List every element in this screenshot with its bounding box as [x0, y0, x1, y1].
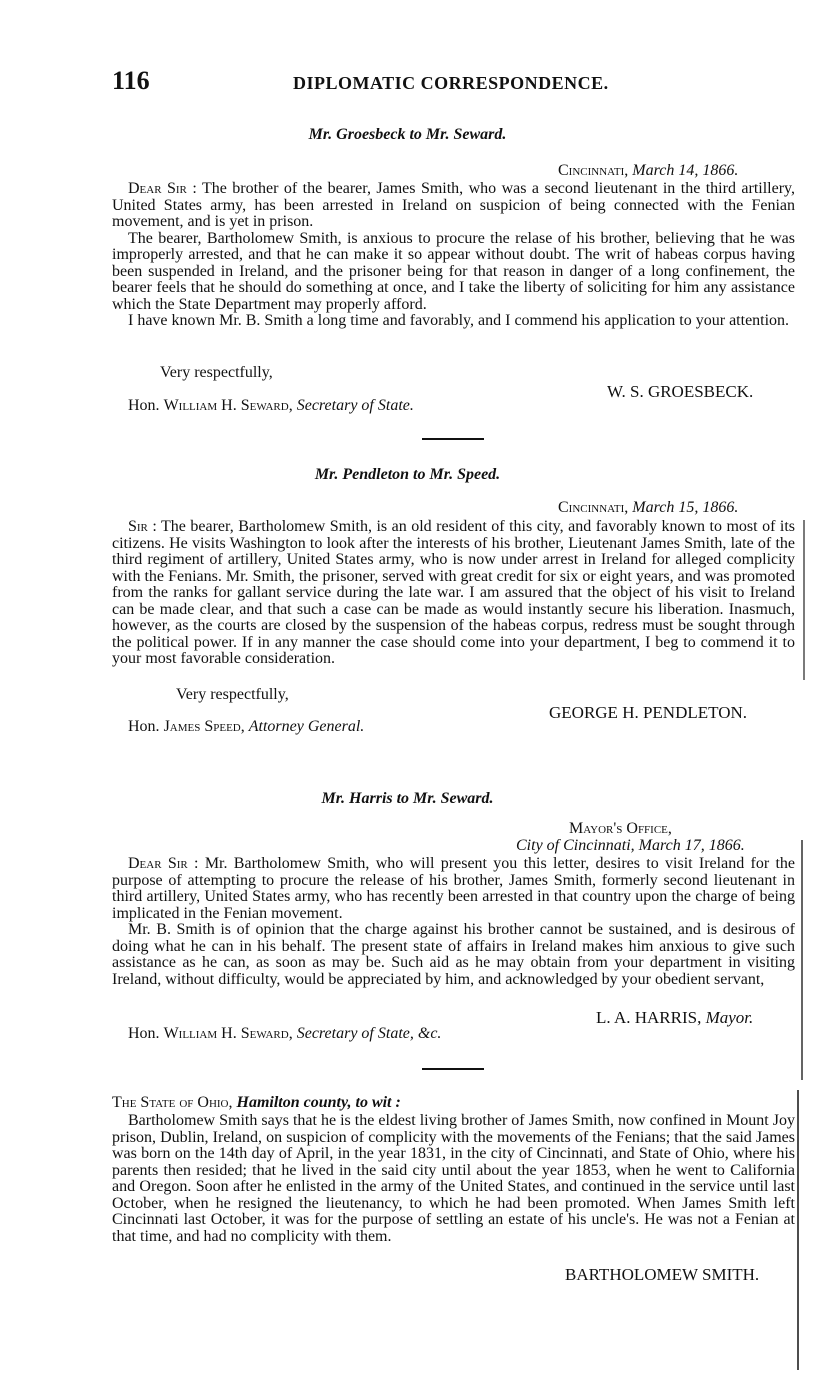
letter-body-groesbeck: [112, 181, 795, 330]
section-rule: [422, 438, 484, 440]
paragraph: Mr. B. Smith is of opinion that the charge against his brother cannot be sustained, and is desirous of doing what he can in his behalf. The present state of affairs in Ireland makes him anxious to give such assistance as he can, as soon as may be. Such aid as he may obtain from your department in visiting Ireland, without difficulty, would be appreciated by him, and acknowledged by your obedient servant,: [112, 921, 795, 988]
addressee-prefix: Hon.: [128, 397, 160, 414]
dateline-pendleton: [558, 499, 738, 517]
dateline-date: March 17, 1866.: [638, 837, 745, 854]
closing: Very respectfully,: [176, 686, 289, 703]
letter-body-pendleton: [112, 519, 795, 668]
salutation: Dear Sir :: [128, 180, 197, 197]
running-head: DIPLOMATIC CORRESPONDENCE.: [293, 73, 609, 93]
paragraph: Mr. Bartholomew Smith, who will present you this letter, desires to visit Ireland for the purpose of attempting to procure the release of his brother, James Smith, formerly second lieutenant in third artillery, United States army, who has recently been arrested in that country upon the charge of being implicated in the Fenian movement.: [112, 855, 796, 922]
dateline-place: Cincinnati,: [558, 499, 629, 516]
page-edge-line: [801, 840, 803, 1080]
affidavit-body: [112, 1113, 795, 1245]
addressee-speed: [128, 718, 364, 736]
paragraph: I have known Mr. B. Smith a long time and favorably, and I commend his application to your attention.: [128, 312, 790, 329]
signature-pendleton: GEORGE H. PENDLETON.: [549, 703, 748, 722]
dateline-place: Cincinnati,: [558, 162, 629, 179]
caption-county: Hamilton county, to wit :: [236, 1094, 401, 1111]
paragraph: Bartholomew Smith says that he is the eldest living brother of James Smith, now confined in Mount Joy prison, Dublin, Ireland, on suspicion of complicity with the movements of the Fenians; that the said James was born on the 14th day of April, in the year 1831, in the city of Cincinnati, and State of Ohio, where his parents then resided; that he lived in the said city until about the year 1853, when he went to California and Oregon. Soon after he enlisted in the army of the United States, and continued in the service until last October, when he resigned the lieutenancy, to which he had been promoted. When James Smith left Cincinnati last October, it was for the purpose of settling an estate of his uncle's. He was not a Fenian at that time, and had no complicity with them.: [112, 1112, 795, 1245]
dateline-groesbeck: [558, 162, 738, 180]
signature-harris: [596, 1008, 753, 1028]
office-line: Mayor's Office,: [569, 820, 672, 837]
salutation: Dear Sir :: [128, 855, 199, 872]
affidavit-caption: [112, 1094, 401, 1112]
closing: Very respectfully,: [160, 364, 273, 381]
letter-body-harris: [112, 856, 795, 988]
salutation: Sir :: [128, 518, 157, 535]
page-edge-line: [797, 1090, 799, 1370]
addressee-prefix: Hon.: [128, 718, 160, 735]
page-number: 116: [112, 66, 150, 95]
affidavit-signature: BARTHOLOMEW SMITH.: [565, 1265, 760, 1284]
dateline-date: March 14, 1866.: [632, 162, 739, 179]
letter-heading-pendleton: Mr. Pendleton to Mr. Speed.: [314, 466, 501, 483]
addressee-seward: [128, 397, 414, 415]
addressee-title: Attorney General.: [248, 718, 365, 735]
signature-groesbeck: W. S. GROESBECK.: [607, 382, 754, 401]
addressee-prefix: Hon.: [128, 1025, 160, 1042]
dateline-date: March 15, 1866.: [632, 499, 739, 516]
addressee-title: Secretary of State, &c.: [296, 1025, 442, 1042]
paragraph: The bearer, Bartholomew Smith, is anxious to procure the relase of his brother, believing that he was improperly arrested, and that he can make it so appear without doubt. The writ of habeas corpus having been suspended in Ireland, and the prisoner being for that reason in danger of a long confinement, the bearer feels that he should do something at once, and I take the liberty of soliciting for him any assistance which the State Department may properly afford.: [112, 229, 795, 313]
dateline-harris: [516, 837, 745, 855]
paragraph: The brother of the bearer, James Smith, who was a second lieutenant in the third artillery, United States army, has been arrested in Ireland on suspicion of being connected with the Fenian movement, and is yet in prison.: [112, 180, 795, 230]
page-edge-line: [803, 520, 805, 680]
signature-name: L. A. HARRIS,: [596, 1008, 702, 1027]
paragraph: The bearer, Bartholomew Smith, is an old resident of this city, and favorably known to most of its citizens. He visits Washington to look after the interests of his brother, Lieutenant James Smith, late of the third regiment of artillery, United States army, who is now under arrest in Ireland for alleged complicity with the Fenians. Mr. Smith, the prisoner, served with great credit for six or eight years, and was promoted from the ranks for gallant service during the late war. I am assured that the object of his visit to Ireland can be made clear, and that such a case can be made as would instantly secure his liberation. Inasmuch, however, as the courts are closed by the suspension of the habeas corpus, redress must be sought through the political power. If in any manner the case should come into your department, I beg to commend it to your most favorable consideration.: [112, 518, 795, 667]
addressee-title: Secretary of State.: [296, 397, 414, 414]
letter-heading-harris: Mr. Harris to Mr. Seward.: [321, 790, 494, 807]
letter-heading-groesbeck: Mr. Groesbeck to Mr. Seward.: [308, 126, 507, 143]
addressee-name: William H. Seward,: [163, 1025, 293, 1042]
addressee-name: William H. Seward,: [163, 397, 293, 414]
dateline-place: City of Cincinnati,: [516, 837, 635, 854]
addressee-seward-2: [128, 1025, 441, 1043]
addressee-name: James Speed,: [163, 718, 245, 735]
signature-title: Mayor.: [705, 1008, 754, 1027]
section-rule: [422, 1068, 484, 1070]
caption-state: The State of Ohio,: [112, 1094, 233, 1111]
